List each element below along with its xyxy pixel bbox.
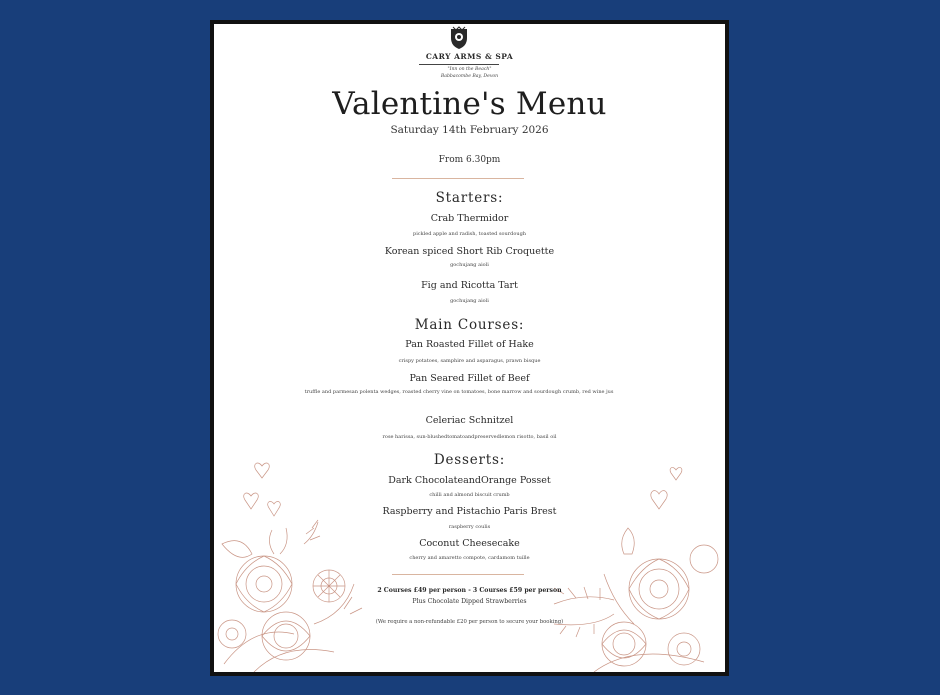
divider [392,178,524,179]
dish-name: Korean spiced Short Rib Croquette [384,246,555,257]
menu-page [214,24,725,672]
menu-title: Valentine's Menu [332,86,607,122]
pricing-line: 2 Courses £49 per person - 3 Courses £59 per person [377,587,562,594]
dish-desc: chilli and almond biscuit crumb [429,492,510,498]
brand-location: Babbacombe Bay, Devon [440,74,499,79]
dish-name: Celeriac Schnitzel [425,415,514,426]
dish-desc: pickled apple and radish, toasted sourdough [413,231,526,237]
section-heading-mains: Main Courses: [414,317,525,333]
dish-desc: rose harissa, sun-blushedtomatoandpreservedlemon risotto, basil oil [382,434,557,440]
menu-frame [210,20,729,676]
section-heading-desserts: Desserts: [433,452,506,468]
brand-rule [419,64,499,65]
crest-icon [448,26,470,50]
dish-name: Fig and Ricotta Tart [421,280,518,291]
dish-name: Crab Thermidor [430,213,509,224]
dish-desc: gochujang aioli [450,262,489,268]
section-heading-starters: Starters: [435,190,504,206]
dish-desc: truffle and parmesan polenta wedges, roasted cherry vine on tomatoes, bone marrow and sourdough crumb, red wine jus [304,389,614,395]
dish-name: Pan Roasted Fillet of Hake [405,339,534,350]
booking-note: (We require a non-refundable £20 per person to secure your booking) [375,619,564,625]
pricing-extra: Plus Chocolate Dipped Strawberries [412,598,527,605]
divider [392,574,524,575]
dish-desc: raspberry coulis [448,524,491,530]
dish-desc: cherry and amaretto compote, cardamom tuille [409,555,530,561]
dish-name: Raspberry and Pistachio Paris Brest [382,506,557,517]
dish-desc: gochujang aioli [450,298,489,304]
dish-name: Coconut Cheesecake [419,538,520,549]
brand-name: CARY ARMS & SPA [425,52,514,61]
dish-name: Dark ChocolateandOrange Posset [388,475,551,486]
brand-tagline: "Inn on the Beach" [447,67,492,72]
menu-time: From 6.30pm [438,155,501,165]
dish-desc: crispy potatoes, samphire and asparagus, prawn bisque [398,358,541,364]
dish-name: Pan Seared Fillet of Beef [409,373,530,384]
menu-date: Saturday 14th February 2026 [390,124,549,136]
